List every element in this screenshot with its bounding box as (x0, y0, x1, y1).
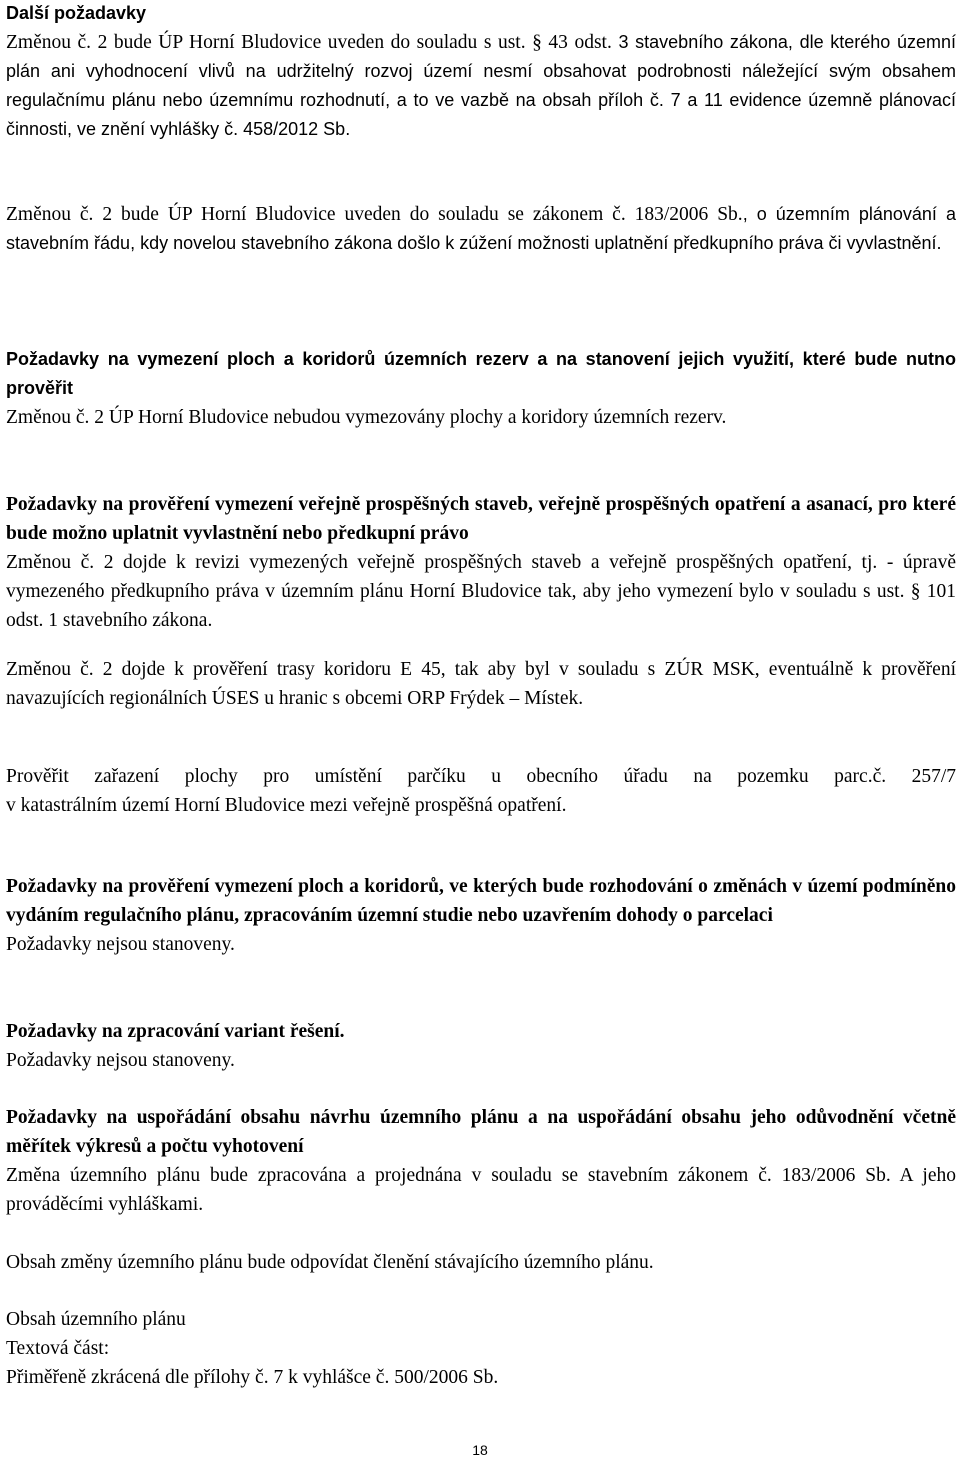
section-text: Změnou č. 2 dojde k prověření trasy koridoru E 45, tak aby byl v souladu s ZÚR MSK, eventuálně k prověření navazujících regionálních ÚSES u hranic s obcemi ORP Frýdek – Místek. (6, 659, 956, 709)
paragraph-sans-part: 3 stavebního zákona, dle kterého územní plán ani vyhodnocení vlivů na udržitelný rozvoj území nesmí obsahovat podrobnosti náležející svým obsahem regulačnímu plánu nebo územnímu rozhodnutí, a to ve vazbě na obsah příloh č. 7 a 11 evidence územně plánovací činnosti, ve znění vyhlášky č. 458/2012 Sb. (6, 32, 956, 139)
section-variants (6, 1017, 956, 1075)
paragraph-serif-part: Změnou č. 2 bude ÚP Horní Bludovice uveden do souladu s ust. § 43 odst. (6, 32, 612, 53)
paragraph-content-structure (6, 1248, 956, 1277)
section-heading: Požadavky na vymezení ploch a koridorů územních rezerv a na stanovení jejich využití, které bude nutno prověřit (6, 349, 956, 398)
paragraph-park-area (6, 762, 956, 820)
section-heading: Požadavky na prověření vymezení veřejně prospěšných staveb, veřejně prospěšných opatření a asanací, pro které bude možno uplatnit vyvlastnění nebo předkupní právo (6, 494, 956, 544)
paragraph-sans-part: , o územním plánování a stavebním řádu, kdy novelou stavebního zákona došlo k zúžení možnosti uplatnění předkupního práva či vyvlastnění. (6, 204, 956, 253)
section-heading: Další požadavky (6, 3, 147, 23)
text-line: v katastrálním území Horní Bludovice mezi veřejně prospěšná opatření. (6, 795, 567, 816)
section-heading: Požadavky na zpracování variant řešení. (6, 1021, 345, 1042)
section-text: Požadavky nejsou stanoveny. (6, 934, 235, 955)
text-line: Obsah územního plánu (6, 1309, 186, 1330)
section-text: Změnou č. 2 dojde k revizi vymezených veřejně prospěšných staveb a veřejně prospěšných opatření, tj. - úpravě vymezeného předkupního práva v územním plánu Horní Bludovice tak, aby jeho vymezení bylo v souladu s ust. § 101 odst. 1 stavebního zákona. (6, 552, 956, 631)
text-line: Textová část: (6, 1338, 110, 1359)
section-heading: Požadavky na uspořádání obsahu návrhu územního plánu a na uspořádání obsahu jeho odůvodnění včetně měřítek výkresů a počtu vyhotovení (6, 1107, 956, 1157)
page-number: 18 (472, 1442, 488, 1458)
text-line: Přiměřeně zkrácená dle přílohy č. 7 k vyhlášce č. 500/2006 Sb. (6, 1367, 499, 1388)
paragraph-corridor-e45 (6, 655, 956, 713)
section-plan-content (6, 1305, 956, 1392)
paragraph-law-compliance (6, 200, 956, 258)
section-text: Požadavky nejsou stanoveny. (6, 1050, 235, 1071)
section-regulation-plan (6, 872, 956, 959)
paragraph-serif-part: Změnou č. 2 bude ÚP Horní Bludovice uveden do souladu se zákonem č. 183/2006 Sb. (6, 204, 743, 225)
section-content-arrangement (6, 1103, 956, 1219)
section-heading: Požadavky na prověření vymezení ploch a koridorů, ve kterých bude rozhodování o změnách v území podmíněno vydáním regulačního plánu, zpracováním územní studie nebo uzavřením dohody o parcelaci (6, 876, 956, 926)
section-further-requirements (6, 0, 956, 144)
text-line: Prověřit zařazení plochy pro umístění parčíku u obecního úřadu na pozemku parc.č. 257/7 (6, 766, 956, 787)
section-text: Změnou č. 2 ÚP Horní Bludovice nebudou vymezovány plochy a koridory územních rezerv. (6, 407, 727, 428)
section-text: Obsah změny územního plánu bude odpovídat členění stávajícího územního plánu. (6, 1252, 654, 1273)
section-reserve-areas (6, 345, 956, 432)
section-public-works (6, 490, 956, 635)
section-text: Změna územního plánu bude zpracována a projednána v souladu se stavebním zákonem č. 183/2006 Sb. A jeho prováděcími vyhláškami. (6, 1165, 956, 1215)
